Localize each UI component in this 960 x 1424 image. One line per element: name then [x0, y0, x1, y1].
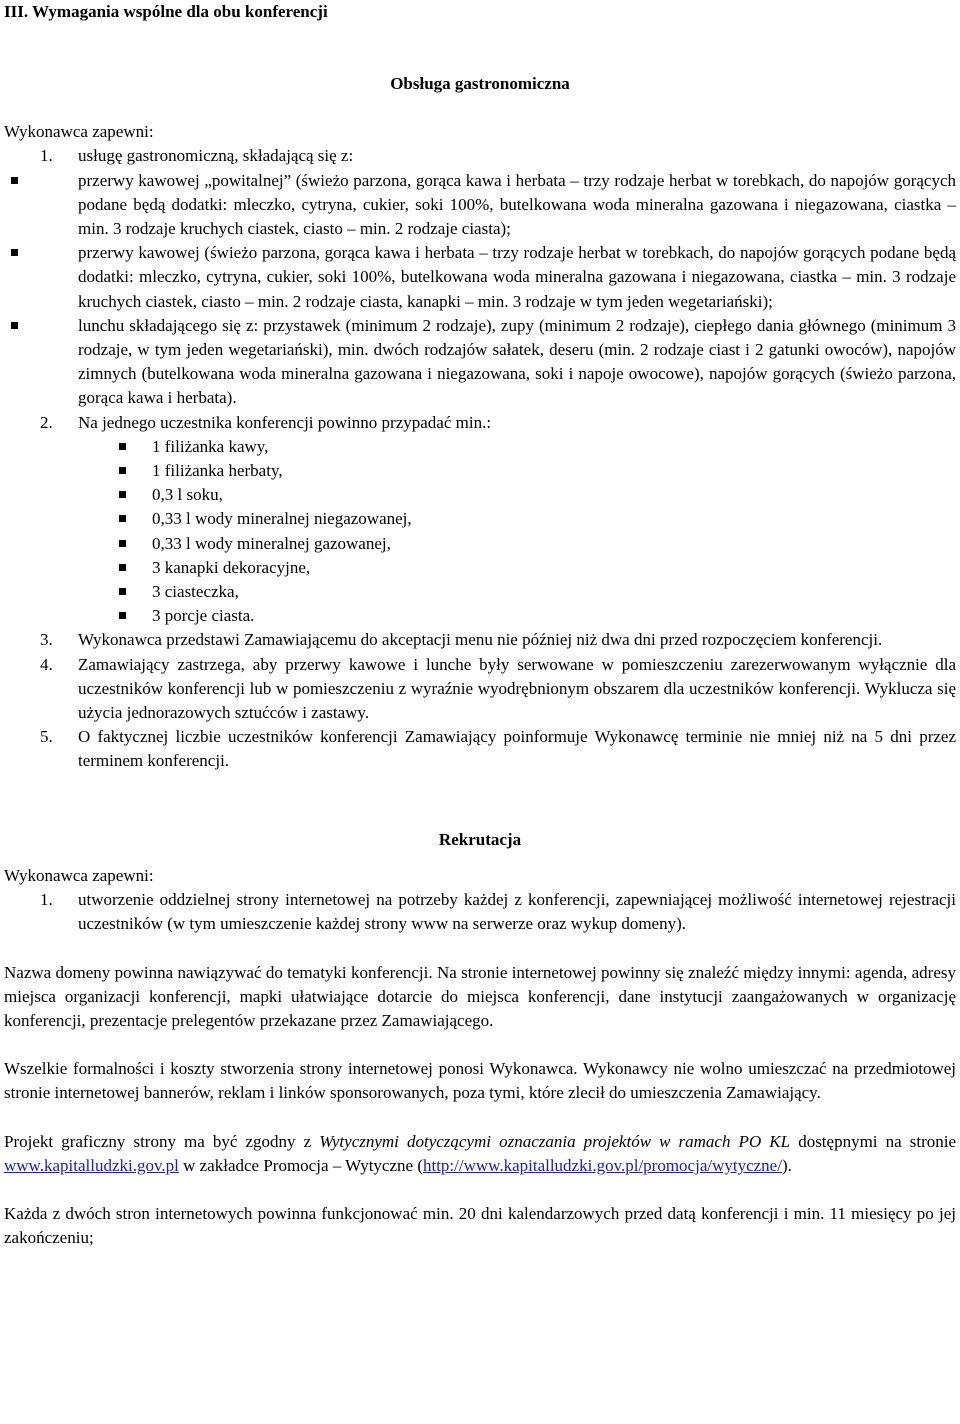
- bullet-square-icon: [4, 604, 152, 628]
- item-number: 3.: [40, 630, 53, 650]
- gastro-subitem: [4, 507, 956, 531]
- gastro-item-4: [4, 653, 956, 726]
- gastro-subitem: [4, 580, 956, 604]
- item-text: usługę gastronomiczną, składającą się z:: [78, 146, 354, 166]
- item-text: utworzenie oddzielnej strony internetowej na potrzeby każdej z konferencji, zapewniającej możliwość internetowej rejestracji uczestników (w tym umieszczenie każdej strony www na serwerze oraz wykup domeny).: [78, 890, 956, 934]
- gastro-subitem: [4, 556, 956, 580]
- subitem-text: 3 ciasteczka,: [152, 582, 239, 602]
- bullet-square-icon: [4, 435, 152, 459]
- bullet-text: przerwy kawowej (świeżo parzona, gorąca kawa i herbata – trzy rodzaje herbat w torebkach, do napojów gorących podane będą dodatki: mleczko, cytryna, cukier, soki 100%, butelkowana woda mineralna gazowana i niegazowana, ciastka – min. 3 rodzaje kruchych ciastek, ciasto – min. 2 rodzaje ciasta, kanapki – min. 3 rodzaje w tym jeden wegetariański);: [78, 243, 956, 311]
- gastro-subitem: [4, 483, 956, 507]
- rekrutacja-paragraph: Wszelkie formalności i koszty stworzenia strony internetowej ponosi Wykonawca. Wykonawcy nie wolno umieszczać na przedmiotowej stronie internetowej bannerów, reklam i linków sponsorowanych, poza tymi, które zlecił do umieszczenia Zamawiający.: [4, 1059, 956, 1103]
- rekrutacja-lead: Wykonawca zapewni:: [4, 865, 154, 885]
- bullet-square-icon: [4, 459, 152, 483]
- gastro-item-5: [4, 725, 956, 773]
- subitem-text: 1 filiżanka kawy,: [152, 436, 269, 456]
- section-heading: III. Wymagania wspólne dla obu konferencji: [4, 2, 328, 21]
- bullet-square-icon: [4, 169, 78, 242]
- rekrutacja-paragraph: Każda z dwóch stron internetowych powinna funkcjonować min. 20 dni kalendarzowych przed datą konferencji i min. 11 miesięcy po jej zakończeniu;: [4, 1203, 956, 1248]
- bullet-text: lunchu składającego się z: przystawek (minimum 2 rodzaje), zupy (minimum 2 rodzaje), ciepłego dania głównego (minimum 3 rodzaje, w tym jeden wegetariański), min. dwóch rodzajów sałatek, deseru (min. 2 rodzaje ciast i 2 gatunki owoców), napojów zimnych (butelkowana woda mineralna gazowana i niegazowana, soki i napoje owocowe), napojów gorących (świeżo parzona, gorąca kawa i herbata).: [78, 315, 956, 408]
- item-text: O faktycznej liczbie uczestników konferencji Zamawiający poinformuje Wykonawcę terminie nie mniej niż na 5 dni przez terminem konferencji.: [78, 727, 956, 771]
- bullet-square-icon: [4, 314, 78, 411]
- item-number: 2.: [40, 412, 53, 432]
- bullet-square-icon: [4, 556, 152, 580]
- kapitalludzki-link[interactable]: www.kapitalludzki.gov.pl: [4, 1155, 179, 1175]
- gastro-subitem: [4, 604, 956, 628]
- item-text: Wykonawca przedstawi Zamawiającemu do akceptacji menu nie później niż dwa dni przed rozpoczęciem konferencji.: [78, 630, 883, 650]
- item-number: 5.: [40, 727, 53, 747]
- item-number: 1.: [40, 890, 53, 910]
- subitem-text: 0,33 l wody mineralnej niegazowanej,: [152, 509, 412, 529]
- subitem-text: 0,3 l soku,: [152, 485, 223, 505]
- text-segment: ).: [781, 1155, 792, 1175]
- gastro-subitem: [4, 532, 956, 556]
- rekrutacja-paragraph: Nazwa domeny powinna nawiązywać do tematyki konferencji. Na stronie internetowej powinny się znaleźć między innymi: agenda, adresy miejsca organizacji konferencji, mapki ułatwiające dotarcie do miejsca konferencji, dane instytucji zaangażowanych w organizację konferencji, prezentacje prelegentów przekazane przez Zamawiającego.: [4, 962, 956, 1030]
- gastro-bullet: [4, 314, 956, 411]
- gastro-bullet: [4, 241, 956, 314]
- item-text: Zamawiający zastrzega, aby przerwy kawowe i lunche były serwowane w pomieszczeniu zarezerwowanym wyłącznie dla uczestników konferencji lub w pomieszczeniu z wyraźnie wyodrębnionym obszarem dla uczestników konferencji. Wyklucza się użycia jednorazowych sztućców i zastawy.: [78, 654, 956, 723]
- gastro-subitem: [4, 459, 956, 483]
- gastro-bullet: [4, 169, 956, 242]
- subitem-text: 3 porcje ciasta.: [152, 606, 255, 626]
- item-number: 4.: [40, 654, 53, 674]
- subitem-text: 3 kanapki dekoracyjne,: [152, 557, 311, 577]
- bullet-square-icon: [4, 241, 78, 314]
- bullet-square-icon: [4, 507, 152, 531]
- rekrutacja-item-1: [4, 888, 956, 936]
- bullet-square-icon: [4, 580, 152, 604]
- gastro-lead: Wykonawca zapewni:: [4, 122, 154, 142]
- bullet-text: przerwy kawowej „powitalnej” (świeżo parzona, gorąca kawa i herbata – trzy rodzaje herbat w torebkach, do napojów gorących podane będą dodatki: mleczko, cytryna, cukier, soki 100%, butelkowana woda mineralna gazowana i niegazowana, ciastka – min. 3 rodzaje kruchych ciastek, ciasto – min. 2 rodzaje ciasta);: [78, 170, 956, 239]
- wytyczne-link[interactable]: http://www.kapitalludzki.gov.pl/promocja/wytyczne/: [422, 1155, 782, 1175]
- subitem-text: 0,33 l wody mineralnej gazowanej,: [152, 533, 391, 553]
- guidelines-title: Wytycznymi dotyczącymi oznaczania projektów w ramach PO KL: [319, 1131, 791, 1151]
- bullet-square-icon: [4, 483, 152, 507]
- gastro-title: Obsługa gastronomiczna: [390, 74, 570, 93]
- rekrutacja-title: Rekrutacja: [438, 829, 522, 849]
- item-text: Na jednego uczestnika konferencji powinno przypadać min.:: [78, 412, 492, 432]
- gastro-item-3: [4, 628, 956, 652]
- gastro-item-2: [4, 411, 956, 435]
- subitem-text: 1 filiżanka herbaty,: [152, 461, 283, 481]
- text-segment: Projekt graficzny strony ma być zgodny z: [4, 1131, 320, 1151]
- bullet-square-icon: [4, 532, 152, 556]
- item-number: 1.: [40, 146, 53, 166]
- gastro-subitem: [4, 435, 956, 459]
- text-segment: w zakładce Promocja – Wytyczne (: [178, 1155, 423, 1175]
- gastro-item-1: [4, 144, 956, 168]
- rekrutacja-paragraph-design: [4, 1130, 956, 1178]
- text-segment: dostępnymi na stronie: [790, 1131, 957, 1151]
